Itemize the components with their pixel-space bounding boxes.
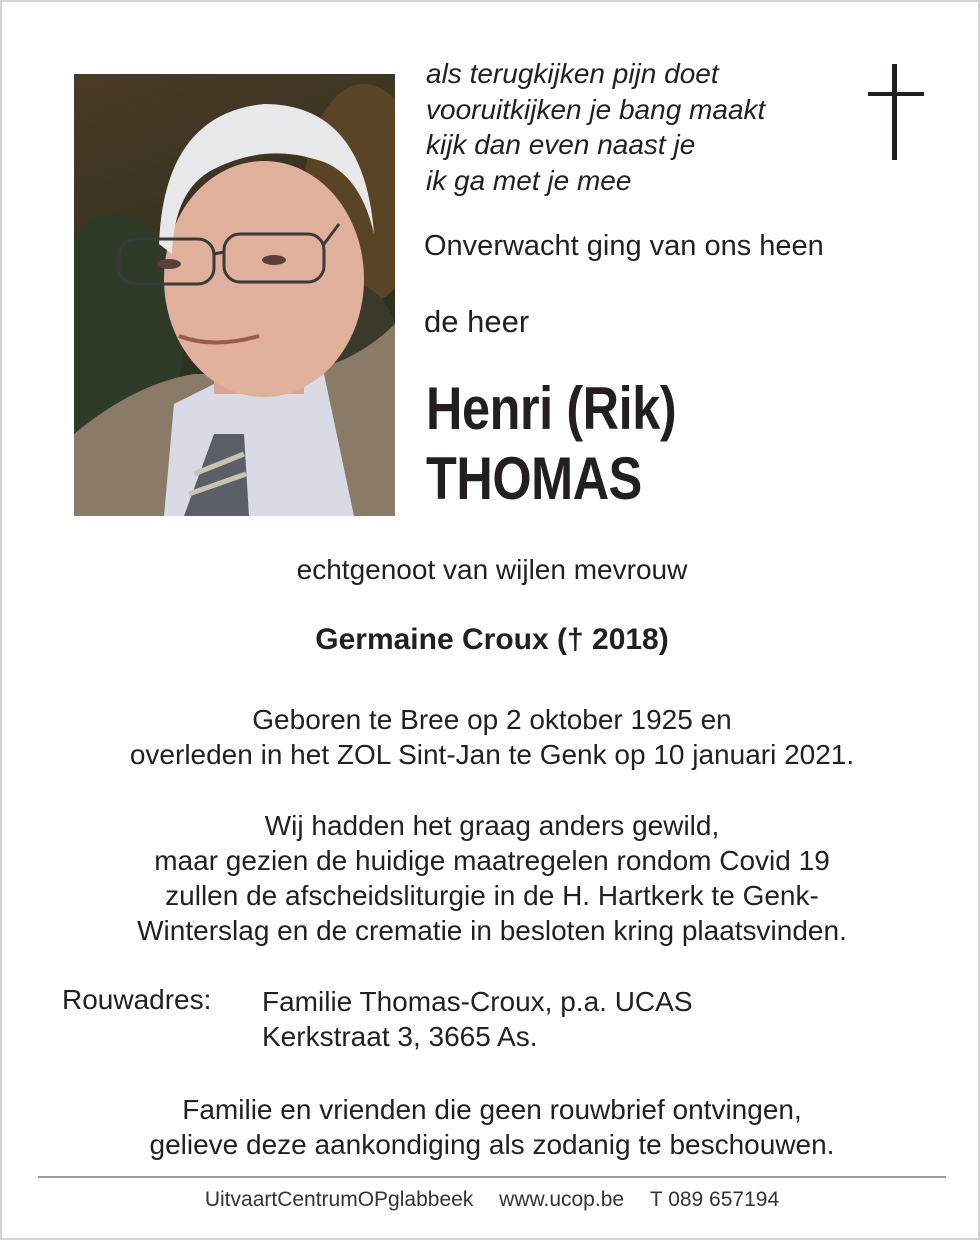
poem-line: ik ga met je mee xyxy=(426,164,632,196)
poem-line: kijk dan even naast je xyxy=(426,129,696,160)
first-name: Henri (Rik) xyxy=(426,375,677,442)
closing-note xyxy=(2,1092,980,1162)
poem-line: als terugkijken pijn doet xyxy=(426,58,719,89)
portrait-photo xyxy=(74,74,395,516)
notice-line: zullen de afscheidsliturgie in de H. Hartkerk te Genk- xyxy=(165,880,819,911)
address xyxy=(262,984,693,1054)
footer-phone: T 089 657194 xyxy=(649,1188,780,1211)
poem xyxy=(426,56,765,198)
birth-line: Geboren te Bree op 2 oktober 1925 en xyxy=(252,704,732,735)
cross-icon xyxy=(868,64,924,160)
notice-line: maar gezien de huidige maatregelen rondom Covid 19 xyxy=(154,845,830,876)
footer-company: UitvaartCentrumOPglabbeek xyxy=(204,1188,474,1211)
notice-line: Winterslag en de crematie in besloten kring plaatsvinden. xyxy=(137,915,847,946)
death-line: overleden in het ZOL Sint-Jan te Genk op 10 januari 2021. xyxy=(129,739,855,770)
address-line: Kerkstraat 3, 3665 As. xyxy=(262,1021,538,1052)
closing-line: Familie en vrienden die geen rouwbrief ontvingen, xyxy=(182,1094,802,1125)
address-line: Familie Thomas-Croux, p.a. UCAS xyxy=(262,986,693,1017)
poem-line: vooruitkijken je bang maakt xyxy=(426,93,766,125)
funeral-notice xyxy=(2,808,980,948)
footer xyxy=(2,1188,980,1212)
spouse-name: Germaine Croux († 2018) xyxy=(315,623,669,656)
footer-website[interactable]: www.ucop.be xyxy=(499,1188,625,1211)
portrait-illustration xyxy=(74,74,395,516)
divider xyxy=(38,1176,946,1178)
deceased-name xyxy=(426,374,676,514)
honorific: de heer xyxy=(424,304,530,339)
last-name: THOMAS xyxy=(426,445,642,512)
closing-line: gelieve deze aankondiging als zodanig te beschouwen. xyxy=(149,1129,835,1160)
birth-death-info xyxy=(2,702,980,772)
spouse-label: echtgenoot van wijlen mevrouw xyxy=(296,554,688,585)
intro-text: Onverwacht ging van ons heen xyxy=(424,230,824,262)
address-label: Rouwadres: xyxy=(62,984,212,1015)
notice-line: Wij hadden het graag anders gewild, xyxy=(264,810,720,841)
